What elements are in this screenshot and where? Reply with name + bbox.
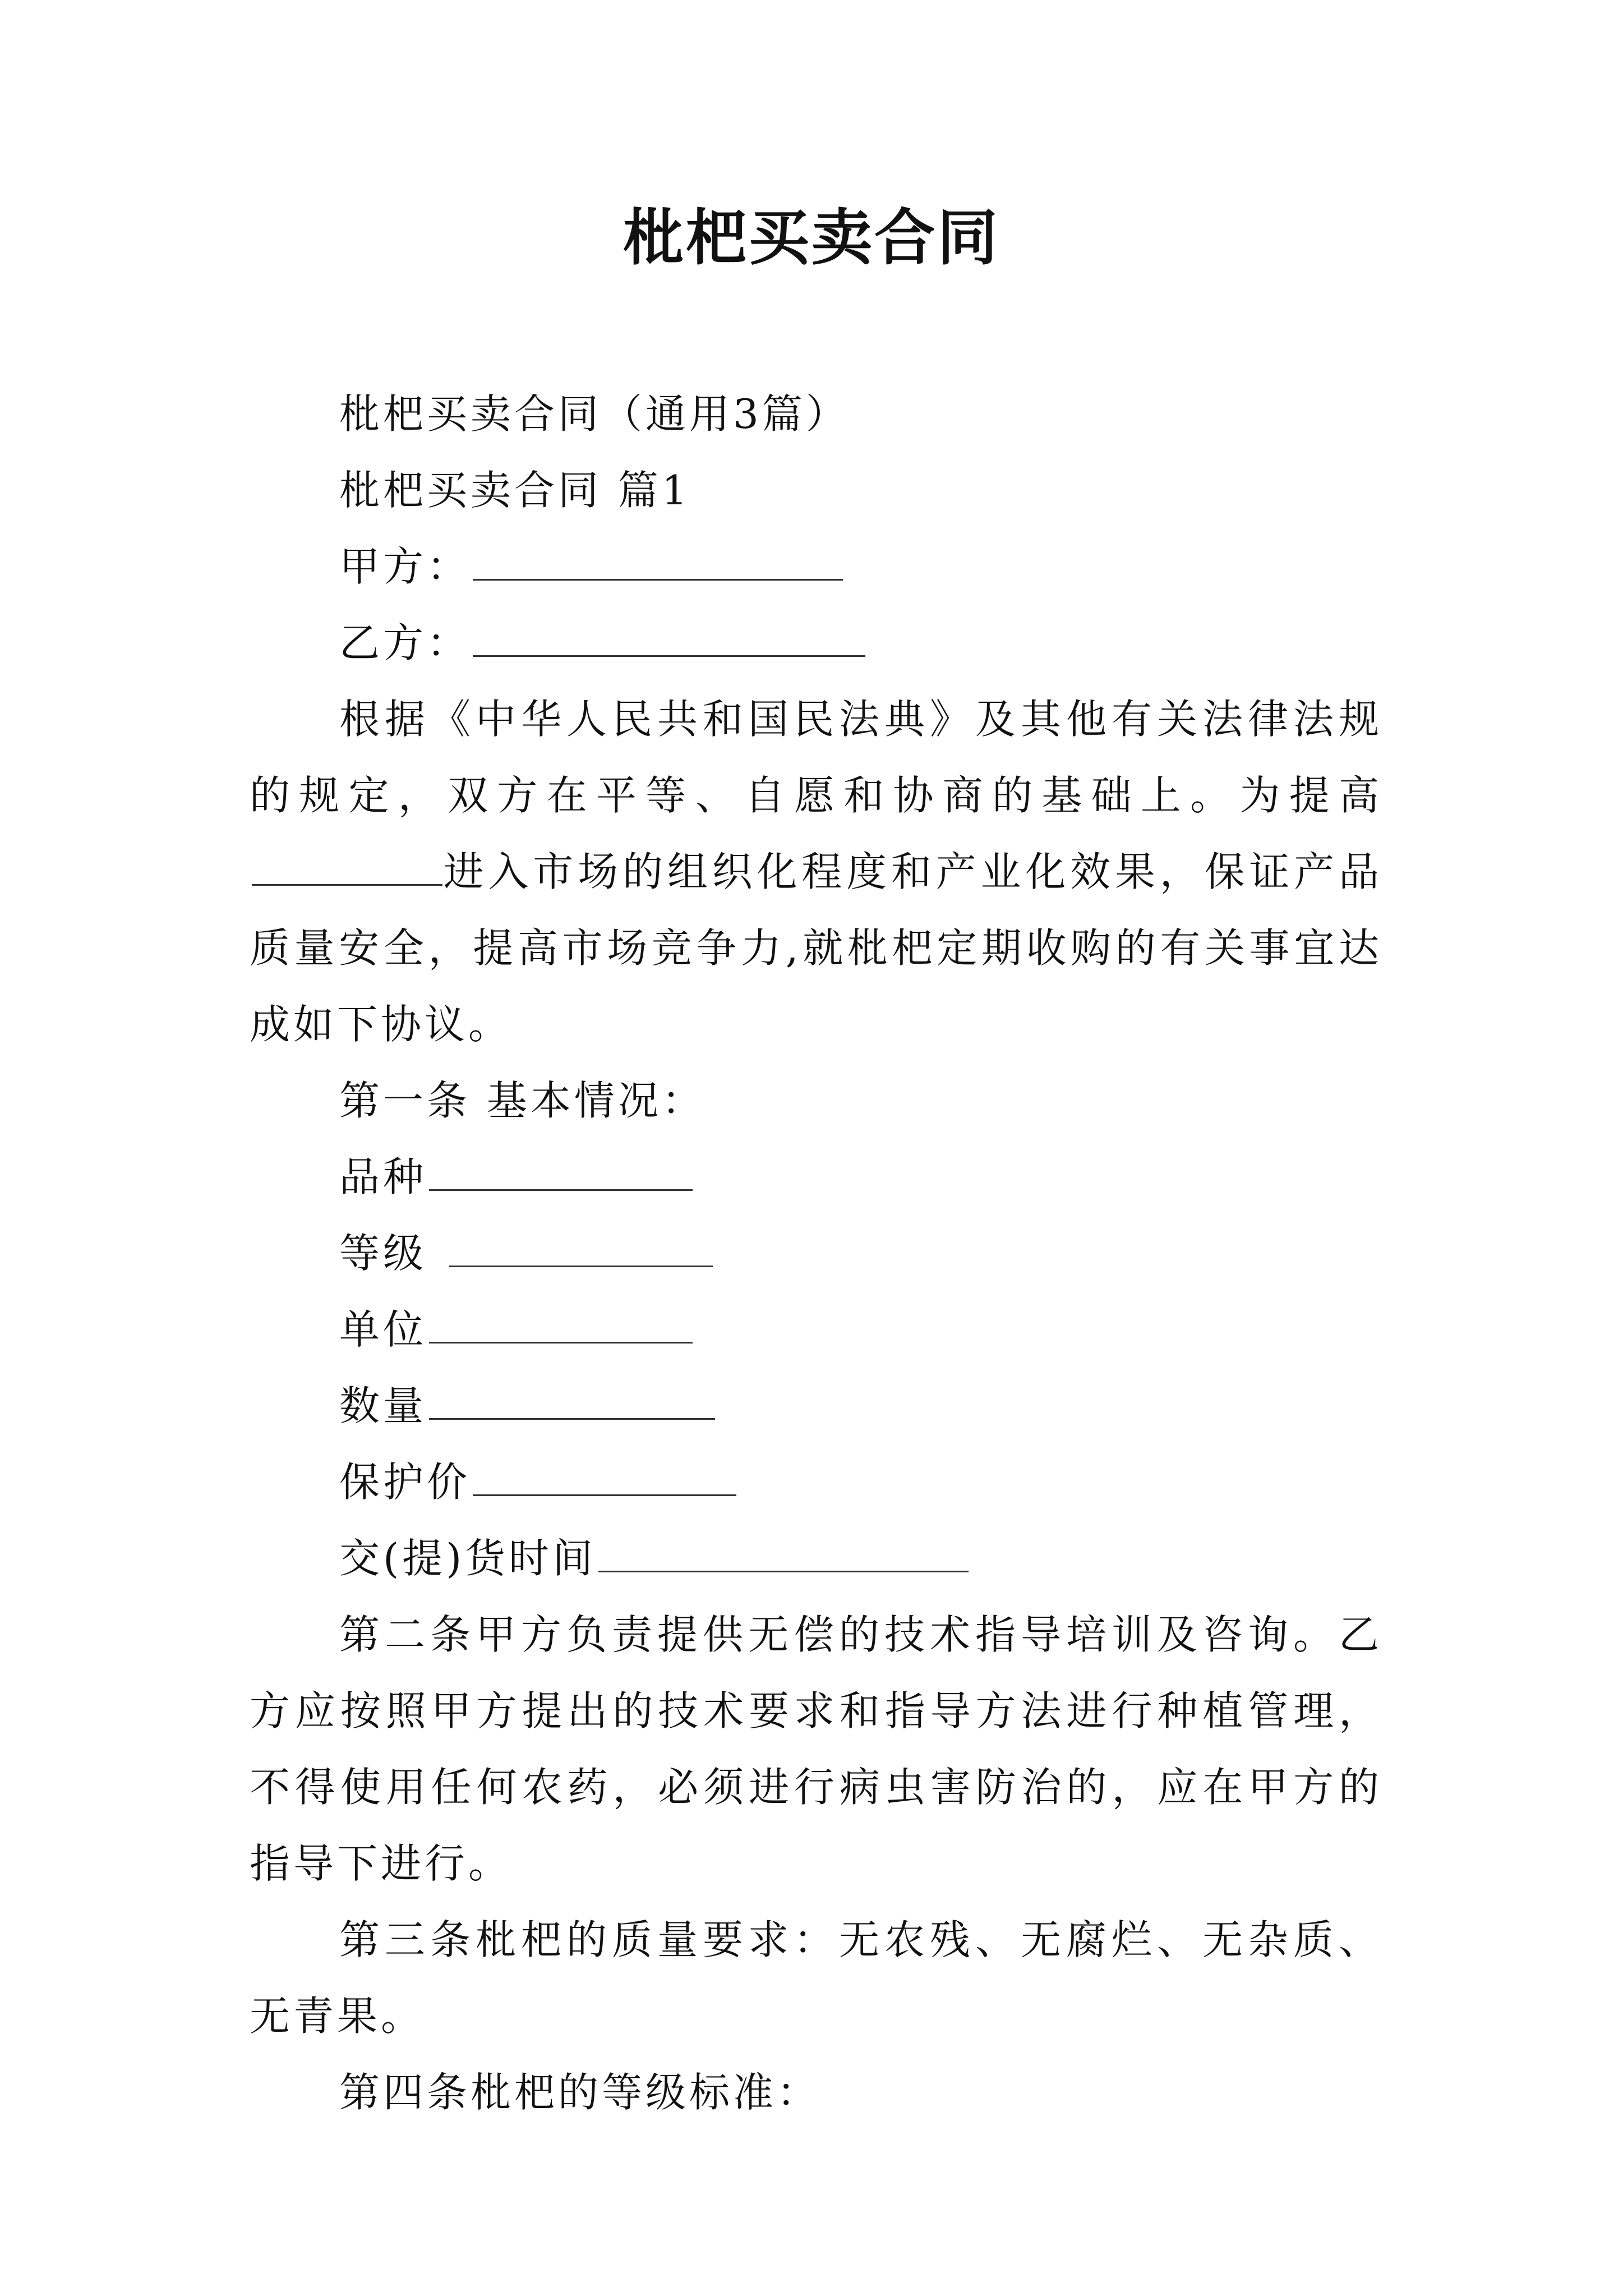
party-b-label: 乙方：: [339, 619, 471, 666]
document-title: 枇杷买卖合同: [623, 203, 1000, 273]
delivery-time-blank: [598, 1530, 969, 1572]
intro-blank: [252, 844, 442, 886]
article-2: 第二条甲方负责提供无偿的技术指导培训及咨询。乙方应按照甲方提出的技术要求和指导方法进行种植管理，不得使用任何农药，必须进行病虫害防治的，应在甲方的指导下进行。: [250, 1611, 1382, 1887]
field-protect-price: 保护价: [250, 1444, 1382, 1520]
field-quantity: 数量: [250, 1368, 1382, 1444]
intro-text-2: 进入市场的组织化程度和产业化效果，保证产品质量安全，提高市场竞争力,就枇杷定期收购的有关事宜达成如下协议。: [250, 848, 1382, 1048]
article-4: 第四条枇杷的等级标准：: [339, 2069, 821, 2116]
field-grade: 等级: [250, 1215, 1382, 1291]
intro-paragraph: [250, 681, 1382, 1062]
party-a-label: 甲方：: [339, 543, 471, 590]
party-b-line: [250, 605, 1382, 681]
party-a-blank: [473, 539, 843, 581]
section-heading: 枇杷买卖合同 篇1: [339, 467, 691, 514]
party-b-blank: [473, 615, 865, 657]
document-body: [250, 376, 1382, 2131]
intro-text-1: 根据《中华人民共和国民法典》及其他有关法律法规的规定，双方在平等、自愿和协商的基础上。为提高: [250, 696, 1382, 819]
field-delivery-time: 交(提)货时间: [250, 1520, 1382, 1596]
grade-blank: [449, 1225, 713, 1267]
field-variety: 品种: [250, 1139, 1382, 1215]
variety-blank: [429, 1149, 693, 1191]
article-3: 第三条枇杷的质量要求：无农残、无腐烂、无杂质、无青果。: [250, 1916, 1382, 2040]
article-1-heading: 第一条 基本情况：: [339, 1077, 706, 1124]
party-a-line: [250, 528, 1382, 605]
unit-blank: [429, 1301, 693, 1343]
field-unit: 单位: [250, 1291, 1382, 1368]
document-subtitle: 枇杷买卖合同（通用3篇）: [339, 390, 850, 438]
quantity-blank: [429, 1378, 715, 1420]
protect-price-blank: [473, 1454, 736, 1496]
